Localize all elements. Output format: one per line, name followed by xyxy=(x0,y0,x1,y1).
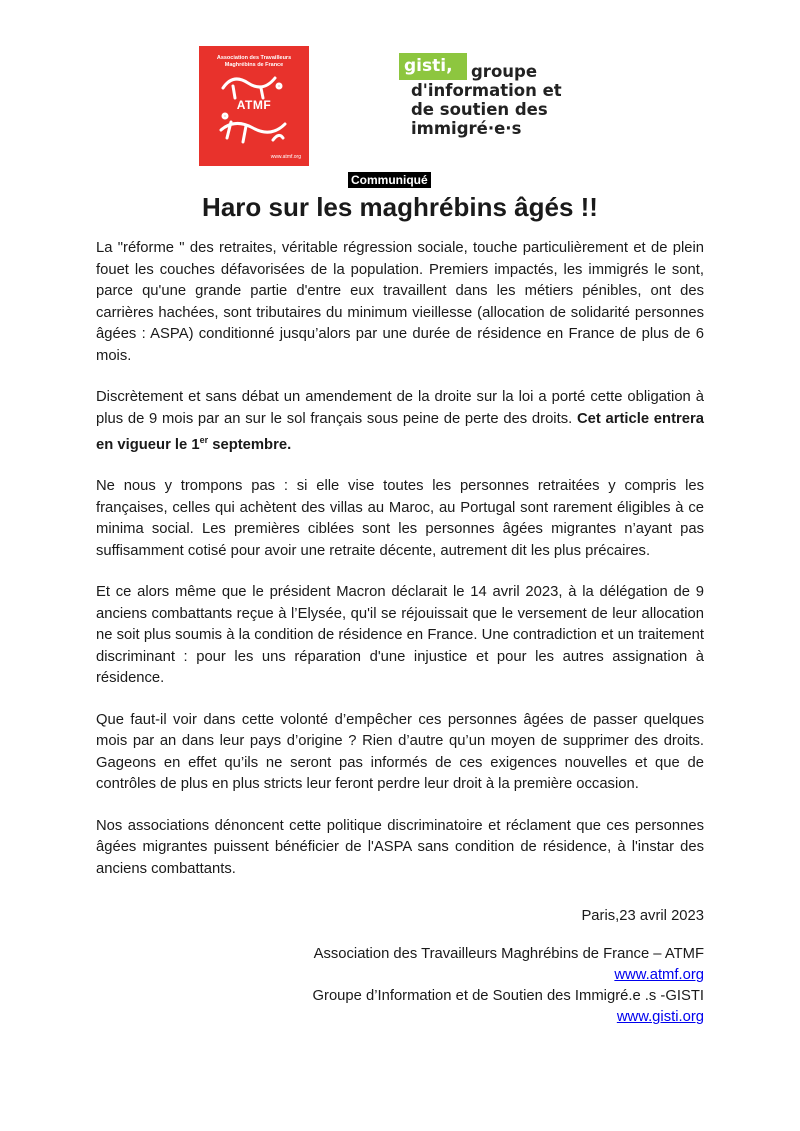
gisti-link[interactable]: www.gisti.org xyxy=(616,1009,704,1025)
paragraph-1: La "réforme " des retraites, véritable régression sociale, touche particulièrement et de plein fouet les couches défavorisées de la population. Premiers impactés, les immigrés le sont, parce qu'une grande partie d'entre eux travaillent dans les métiers pénibles, ont des carrières hachées, sont tributaires du minimum vieillesse (allocation de solidarité personnes âgées : ASPA) conditionné jusqu’alors par une durée de résidence en France de plus de 6 mois. xyxy=(96,240,704,364)
signature-org-atmf: Association des Travailleurs Maghrébins de France – ATMF xyxy=(313,946,704,962)
paragraph-3: Ne nous y trompons pas : si elle vise toutes les personnes retraitées y compris les françaises, celles qui achètent des villas au Maroc, au Portugal sont rarement éligibles à ce minima social. Les premières ciblées sont les personnes âgées migrantes n’ayant pas suffisamment cotisé pour avoir une retraite décente, autrement dit les plus précaires. xyxy=(96,478,704,559)
gisti-logo-badge: gisti, xyxy=(399,53,467,80)
signature-date: Paris,23 avril 2023 xyxy=(581,908,704,924)
paragraph-6: Nos associations dénoncent cette politique discriminatoire et réclament que ces personnes âgées migrantes puissent bénéficier de l'ASPA sans condition de résidence, à l'instar des anciens combattants. xyxy=(96,817,704,877)
signature-org-gisti: Groupe d’Information et de Soutien des Immigré.e .s -GISTI xyxy=(312,988,704,1004)
bold-announcement: Cet article entrera en vigueur le 1er septembre. xyxy=(96,410,704,453)
gisti-logo-text: groupe d'information et de soutien des immigré·e·s xyxy=(411,62,562,138)
atmf-logo-url: www.atmf.org xyxy=(270,154,301,160)
atmf-acronym: ATMF xyxy=(236,98,272,112)
atmf-link[interactable]: www.atmf.org xyxy=(614,967,704,983)
paragraph-2: Discrètement et sans débat un amendement de la droite sur la loi a porté cette obligation à plus de 9 mois par an sur le sol français sous peine de perte des droits. Cet article entrera en vigueur le 1er septembre. xyxy=(96,389,704,453)
atmf-logo-caption: Association des Travailleurs Maghrébins de France xyxy=(216,55,292,68)
page-title: Haro sur les maghrébins âgés !! xyxy=(202,192,598,222)
communique-tag: Communiqué xyxy=(348,172,431,188)
paragraph-5: Que faut-il voir dans cette volonté d’empêcher ces personnes âgées de passer quelques mois par an dans leur pays d’origine ? Rien d’autre qu’un moyen de supprimer des droits. Gageons en effet qu’ils ne seront pas informés de ces exigences nouvelles et que de contrôles de plus en plus stricts leur feront perdre leur droit à la première occasion. xyxy=(96,711,704,793)
paragraph-4: Et ce alors même que le président Macron déclarait le 14 avril 2023, à la délégation de 9 anciens combattants reçue à l’Elysée, qu'il se réjouissait que le versement de leur allocation ne soit plus soumis à la condition de résidence en France. Une contradiction et un traitement discriminant : pour les uns réparation d'une injustice et pour les autres assignation à résidence. xyxy=(96,584,704,687)
signature-block xyxy=(313,906,704,1028)
document-body xyxy=(96,238,704,900)
atmf-logo xyxy=(199,46,309,166)
